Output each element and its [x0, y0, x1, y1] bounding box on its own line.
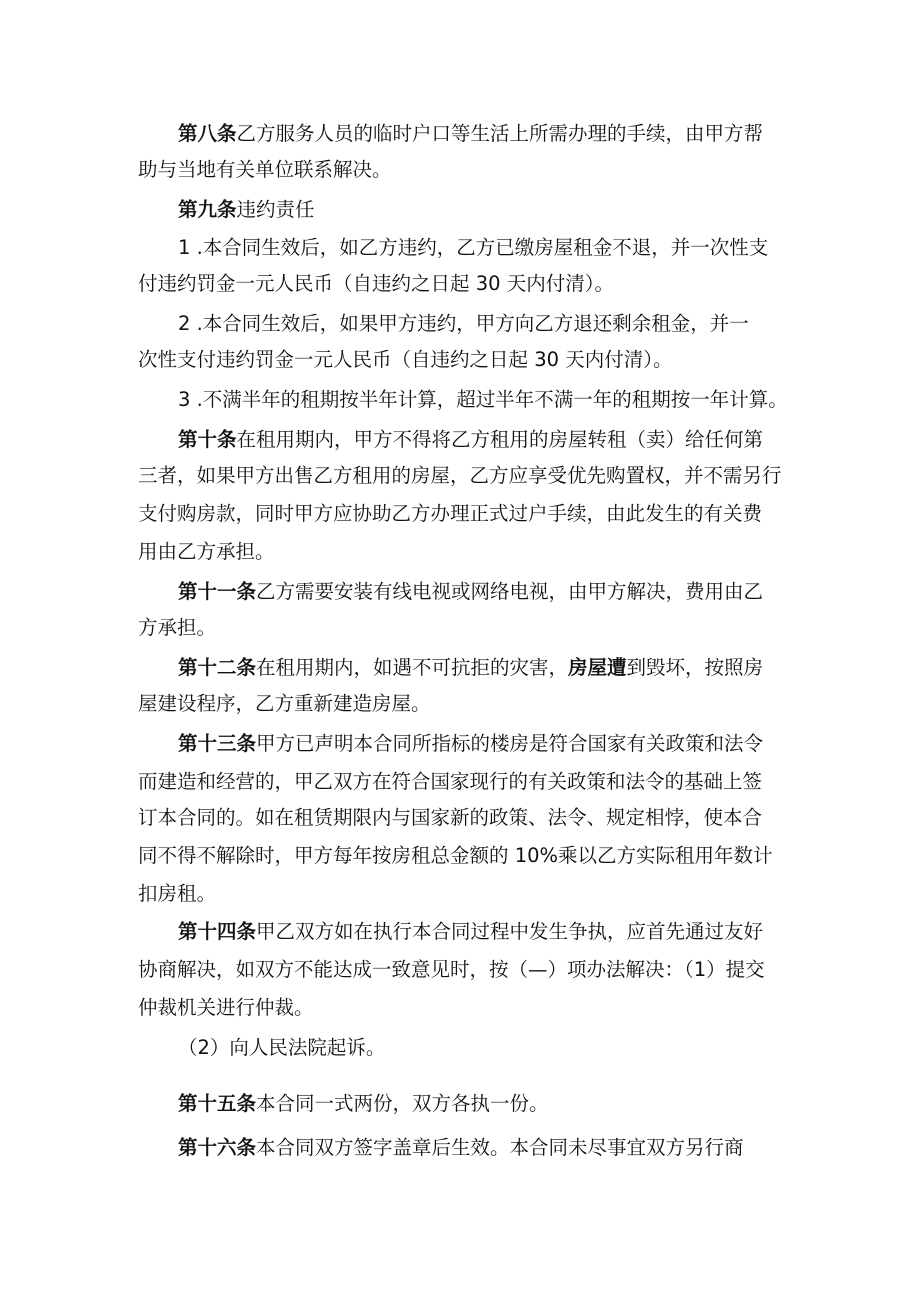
- article-15-heading: 第十五条: [178, 1092, 257, 1115]
- article-13-line-2: 而建造和经营的，甲乙双方在符合国家现行的有关政策和法令的基础上签: [138, 770, 763, 793]
- article-9-heading: 第九条: [178, 198, 237, 221]
- article-10-text: 在租用期内，甲方不得将乙方租用的房屋转租（卖）给任何第: [236, 428, 764, 451]
- article-14-text: 甲乙双方如在执行本合同过程中发生争执，应首先通过友好: [256, 920, 764, 943]
- article-12-line-2: 屋建设程序，乙方重新建造房屋。: [138, 692, 431, 715]
- article-16-line-1: [178, 1134, 838, 1162]
- article-14-line-1: [178, 918, 838, 946]
- article-14-line-3: 仲裁机关进行仲裁。: [138, 996, 314, 1019]
- article-11-line-2: 方承担。: [138, 616, 217, 639]
- article-14-heading: 第十四条: [178, 920, 257, 943]
- article-14-line-4: （2）向人民法院起诉。: [178, 1036, 386, 1059]
- article-9-item-1-line-2: 付违约罚金一元人民币（自违约之日起 30 天内付清）。: [138, 272, 614, 295]
- article-13-line-4: 同不得不解除时，甲方每年按房租总金额的 10%乘以乙方实际租用年数计: [138, 844, 773, 867]
- article-9-item-2-line-2: 次性支付违约罚金一元人民币（自违约之日起 30 天内付清）。: [138, 348, 673, 371]
- article-16-text: 本合同双方签字盖章后生效。本合同未尽事宜双方另行商: [256, 1136, 744, 1159]
- article-10-heading: 第十条: [178, 428, 237, 451]
- article-13-text: 甲方已声明本合同所指标的楼房是符合国家有关政策和法令: [256, 732, 764, 755]
- article-9-item-1-line-1: 1 .本合同生效后，如乙方违约，乙方已缴房屋租金不退，并一次性支: [178, 236, 769, 259]
- article-8-heading: 第八条: [178, 122, 237, 145]
- article-15-line-1: [178, 1090, 838, 1118]
- article-12-heading: 第十二条: [178, 656, 257, 679]
- article-10-line-3: 支付购房款，同时甲方应协助乙方办理正式过户手续，由此发生的有关费: [138, 502, 763, 525]
- article-13-line-5: 扣房租。: [138, 882, 217, 905]
- article-11-text: 乙方需要安装有线电视或网络电视，由甲方解决，费用由乙: [256, 580, 764, 603]
- article-11-line-1: [178, 578, 838, 606]
- article-11-heading: 第十一条: [178, 580, 257, 603]
- article-9-title: 违约责任: [236, 198, 315, 221]
- article-14-line-2: 协商解决，如双方不能达成一致意见时，按（—）项办法解决：（1）提交: [138, 958, 765, 981]
- article-10-line-1: [178, 426, 838, 454]
- article-12-text-bold: 房屋遭: [568, 656, 627, 679]
- article-12-line-1: [178, 654, 838, 682]
- article-15-text: 本合同一式两份，双方各执一份。: [256, 1092, 549, 1115]
- article-12-text-b: 到毁坏，按照房: [626, 656, 764, 679]
- article-10-line-2: 三者，如果甲方出售乙方租用的房屋，乙方应享受优先购置权，并不需另行: [138, 464, 782, 487]
- article-13-line-1: [178, 730, 838, 758]
- article-9-line-1: [178, 196, 838, 224]
- article-13-line-3: 订本合同的。如在租赁期限内与国家新的政策、法令、规定相悖，使本合: [138, 806, 763, 829]
- article-9-item-3: 3 .不满半年的租期按半年计算，超过半年不满一年的租期按一年计算。: [178, 388, 788, 411]
- article-10-line-4: 用由乙方承担。: [138, 540, 275, 563]
- article-16-heading: 第十六条: [178, 1136, 257, 1159]
- article-8-line-2: 助与当地有关单位联系解决。: [138, 158, 392, 181]
- article-8-text: 乙方服务人员的临时户口等生活上所需办理的手续，由甲方帮: [236, 122, 764, 145]
- article-13-heading: 第十三条: [178, 732, 257, 755]
- article-9-item-2-line-1: 2 .本合同生效后，如果甲方违约，甲方向乙方退还剩余租金，并一: [178, 312, 749, 335]
- article-12-text-a: 在租用期内，如遇不可抗拒的灾害，: [256, 656, 569, 679]
- article-8-line-1: [178, 120, 838, 148]
